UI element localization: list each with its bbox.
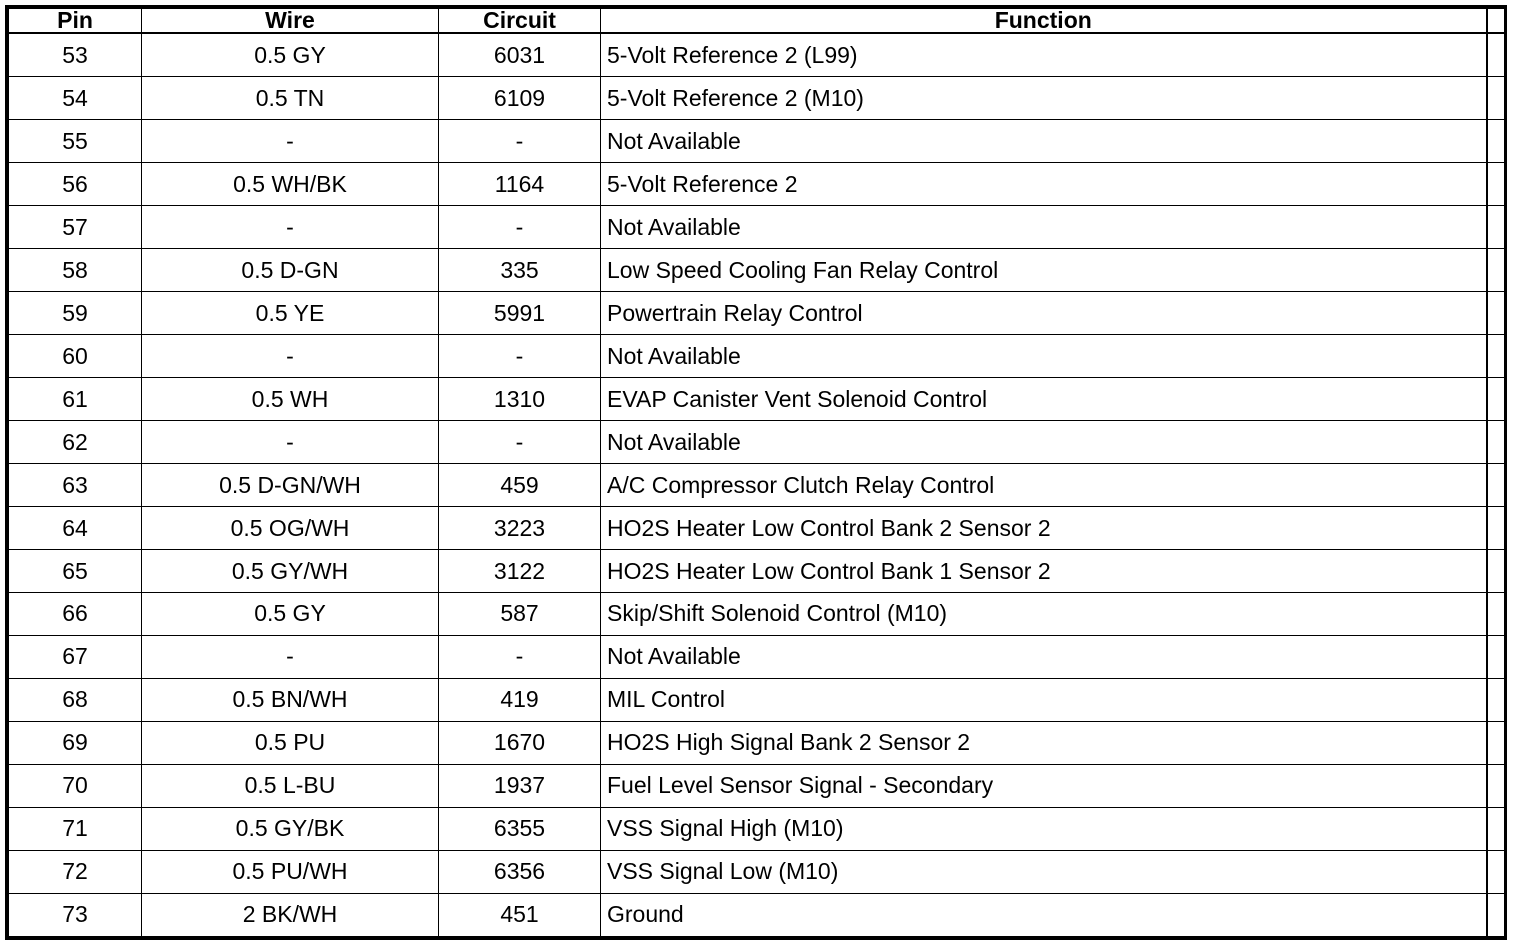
table-body [9,33,1505,937]
header-blank [1487,9,1505,34]
table-row [9,850,1505,893]
pin-cell: 58 [9,249,142,292]
circuit-cell: 3122 [439,550,601,593]
function-cell: Low Speed Cooling Fan Relay Control [601,249,1487,292]
pin-cell: 55 [9,120,142,163]
table-row [9,893,1505,936]
pin-cell: 69 [9,721,142,764]
blank-cell [1487,120,1505,163]
table-row [9,120,1505,163]
circuit-cell: 451 [439,893,601,936]
wire-cell: - [142,120,439,163]
circuit-cell: 1310 [439,378,601,421]
table-row [9,721,1505,764]
wire-cell: 0.5 YE [142,292,439,335]
pin-cell: 73 [9,893,142,936]
circuit-cell: 419 [439,678,601,721]
pin-cell: 56 [9,163,142,206]
wire-cell: 0.5 L-BU [142,764,439,807]
table-row [9,678,1505,721]
blank-cell [1487,635,1505,678]
pin-cell: 63 [9,464,142,507]
pin-cell: 60 [9,335,142,378]
table-row [9,249,1505,292]
blank-cell [1487,550,1505,593]
pin-cell: 62 [9,421,142,464]
table-row [9,33,1505,77]
function-cell: Ground [601,893,1487,936]
circuit-cell: - [439,335,601,378]
circuit-cell: - [439,635,601,678]
pin-cell: 54 [9,77,142,120]
pin-cell: 66 [9,593,142,636]
circuit-cell: 587 [439,593,601,636]
table-row [9,292,1505,335]
table-row [9,163,1505,206]
blank-cell [1487,507,1505,550]
header-row [9,9,1505,34]
wire-cell: - [142,335,439,378]
pin-cell: 71 [9,807,142,850]
wire-cell: - [142,206,439,249]
function-cell: Not Available [601,120,1487,163]
pin-cell: 70 [9,764,142,807]
pin-cell: 65 [9,550,142,593]
circuit-cell: 459 [439,464,601,507]
table-row [9,507,1505,550]
header-pin: Pin [9,9,142,34]
table-row [9,764,1505,807]
function-cell: VSS Signal High (M10) [601,807,1487,850]
wire-cell: 0.5 BN/WH [142,678,439,721]
function-cell: Powertrain Relay Control [601,292,1487,335]
circuit-cell: 5991 [439,292,601,335]
function-cell: A/C Compressor Clutch Relay Control [601,464,1487,507]
function-cell: HO2S High Signal Bank 2 Sensor 2 [601,721,1487,764]
blank-cell [1487,421,1505,464]
function-cell: Not Available [601,421,1487,464]
wire-cell: 0.5 WH [142,378,439,421]
circuit-cell: 1164 [439,163,601,206]
pin-cell: 68 [9,678,142,721]
table-row [9,378,1505,421]
blank-cell [1487,807,1505,850]
table-row [9,464,1505,507]
function-cell: VSS Signal Low (M10) [601,850,1487,893]
blank-cell [1487,163,1505,206]
pin-cell: 64 [9,507,142,550]
wire-cell: 2 BK/WH [142,893,439,936]
blank-cell [1487,77,1505,120]
circuit-cell: 6031 [439,33,601,77]
blank-cell [1487,850,1505,893]
blank-cell [1487,249,1505,292]
table-row [9,593,1505,636]
pin-cell: 72 [9,850,142,893]
circuit-cell: 6355 [439,807,601,850]
function-cell: 5-Volt Reference 2 (M10) [601,77,1487,120]
wire-cell: - [142,635,439,678]
blank-cell [1487,764,1505,807]
circuit-cell: - [439,206,601,249]
wire-cell: 0.5 D-GN/WH [142,464,439,507]
wire-cell: 0.5 D-GN [142,249,439,292]
wire-cell: 0.5 WH/BK [142,163,439,206]
circuit-cell: - [439,421,601,464]
pin-cell: 59 [9,292,142,335]
blank-cell [1487,335,1505,378]
header-circuit: Circuit [439,9,601,34]
blank-cell [1487,33,1505,77]
circuit-cell: 335 [439,249,601,292]
function-cell: Fuel Level Sensor Signal - Secondary [601,764,1487,807]
blank-cell [1487,378,1505,421]
wire-cell: 0.5 OG/WH [142,507,439,550]
circuit-cell: 3223 [439,507,601,550]
blank-cell [1487,678,1505,721]
blank-cell [1487,206,1505,249]
blank-cell [1487,893,1505,936]
function-cell: HO2S Heater Low Control Bank 2 Sensor 2 [601,507,1487,550]
header-wire: Wire [142,9,439,34]
blank-cell [1487,593,1505,636]
wire-cell: 0.5 GY [142,33,439,77]
wire-cell: - [142,421,439,464]
wire-cell: 0.5 TN [142,77,439,120]
pin-cell: 57 [9,206,142,249]
table-row [9,807,1505,850]
circuit-cell: 1937 [439,764,601,807]
table-row [9,550,1505,593]
wire-cell: 0.5 PU [142,721,439,764]
function-cell: 5-Volt Reference 2 (L99) [601,33,1487,77]
wire-cell: 0.5 PU/WH [142,850,439,893]
table-row [9,335,1505,378]
wire-cell: 0.5 GY/BK [142,807,439,850]
function-cell: EVAP Canister Vent Solenoid Control [601,378,1487,421]
function-cell: Skip/Shift Solenoid Control (M10) [601,593,1487,636]
blank-cell [1487,721,1505,764]
wire-cell: 0.5 GY/WH [142,550,439,593]
blank-cell [1487,292,1505,335]
table-row [9,635,1505,678]
function-cell: 5-Volt Reference 2 [601,163,1487,206]
table-row [9,77,1505,120]
wire-cell: 0.5 GY [142,593,439,636]
circuit-cell: 1670 [439,721,601,764]
function-cell: Not Available [601,335,1487,378]
pin-cell: 61 [9,378,142,421]
function-cell: MIL Control [601,678,1487,721]
blank-cell [1487,464,1505,507]
circuit-cell: 6356 [439,850,601,893]
circuit-cell: 6109 [439,77,601,120]
pin-cell: 53 [9,33,142,77]
table-row [9,206,1505,249]
pinout-table [8,8,1505,937]
function-cell: HO2S Heater Low Control Bank 1 Sensor 2 [601,550,1487,593]
table-row [9,421,1505,464]
circuit-cell: - [439,120,601,163]
function-cell: Not Available [601,635,1487,678]
header-function: Function [601,9,1487,34]
pin-cell: 67 [9,635,142,678]
function-cell: Not Available [601,206,1487,249]
pinout-table-frame [5,5,1507,940]
